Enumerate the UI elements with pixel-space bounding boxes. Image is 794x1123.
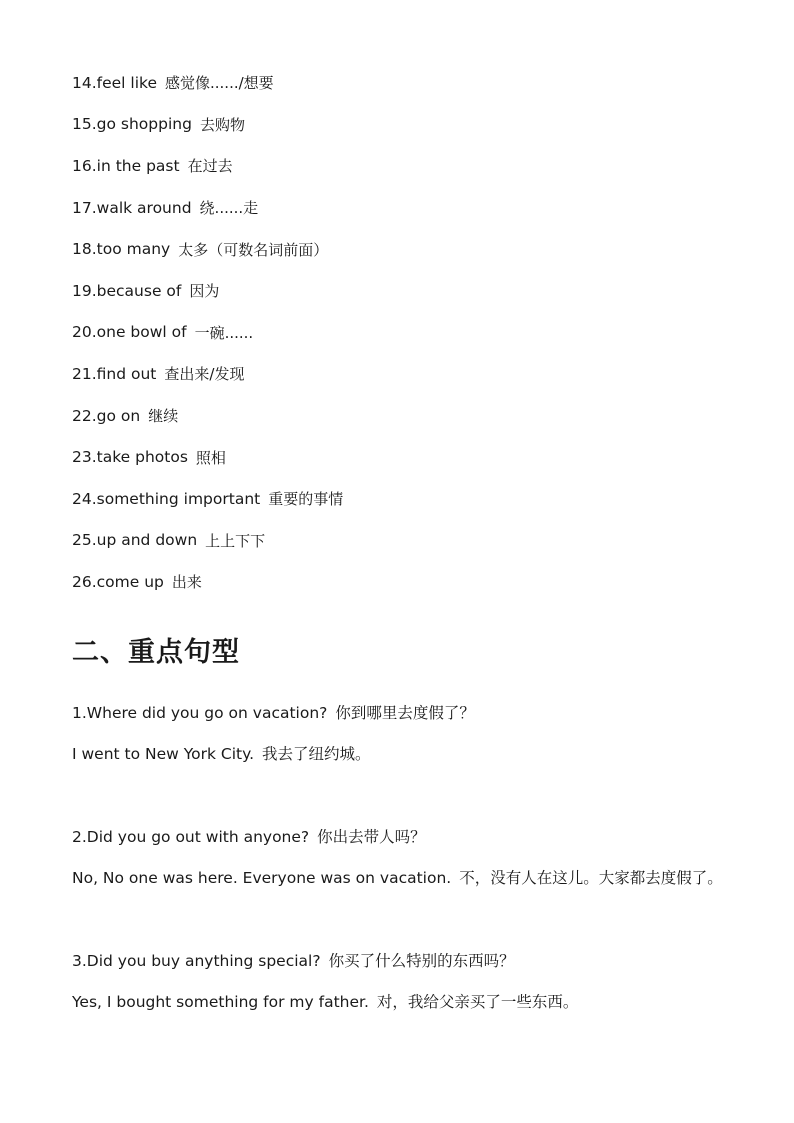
phrase-chinese: 感觉像....../想要 — [165, 74, 274, 93]
phrase-english: 17.walk around — [72, 198, 192, 217]
phrase-item — [72, 561, 732, 603]
phrase-item — [72, 104, 732, 146]
question-chinese: 你买了什么特别的东西吗？ — [328, 951, 515, 970]
phrase-item — [72, 395, 732, 437]
phrase-item — [72, 270, 732, 312]
sentence-pair — [72, 817, 732, 900]
answer-line — [72, 858, 732, 900]
phrase-item — [72, 62, 732, 104]
question-chinese: 你出去带人吗？ — [317, 827, 426, 846]
phrase-item — [72, 145, 732, 187]
phrase-chinese: 去购物 — [199, 115, 245, 134]
phrase-chinese: 照相 — [195, 448, 226, 467]
phrase-item — [72, 228, 732, 270]
answer-english: Yes, I bought something for my father. — [72, 993, 369, 1012]
phrase-chinese: 出来 — [171, 573, 202, 592]
answer-english: No, No one was here. Everyone was on vacation. — [72, 869, 452, 888]
phrase-english: 16.in the past — [72, 156, 180, 175]
phrase-chinese: 绕......走 — [199, 199, 259, 218]
answer-chinese: 我去了纽约城。 — [262, 745, 371, 764]
sentence-pair — [72, 693, 732, 776]
phrase-chinese: 上上下下 — [205, 531, 266, 550]
document-page — [72, 62, 732, 1065]
question-english: 3.Did you buy anything special? — [72, 951, 321, 970]
phrase-chinese: 一碗...... — [194, 323, 254, 342]
phrase-item — [72, 312, 732, 354]
phrase-chinese: 继续 — [148, 407, 179, 426]
question-line — [72, 693, 732, 735]
phrase-item — [72, 353, 732, 395]
phrase-item — [72, 436, 732, 478]
phrase-chinese: 重要的事情 — [268, 490, 344, 509]
phrase-english: 19.because of — [72, 281, 182, 300]
phrase-english: 18.too many — [72, 240, 171, 259]
phrase-english: 22.go on — [72, 406, 141, 425]
question-chinese: 你到哪里去度假了？ — [335, 703, 475, 722]
sentence-pair — [72, 941, 732, 1024]
phrase-item — [72, 478, 732, 520]
phrase-list — [72, 62, 732, 603]
phrase-chinese: 在过去 — [187, 157, 233, 176]
phrase-english: 21.find out — [72, 364, 157, 383]
question-line — [72, 817, 732, 859]
phrase-english: 20.one bowl of — [72, 323, 187, 342]
answer-line — [72, 734, 732, 776]
phrase-chinese: 因为 — [189, 282, 220, 301]
phrase-english: 14.feel like — [72, 73, 157, 92]
answer-english: I went to New York City. — [72, 745, 255, 764]
answer-line — [72, 982, 732, 1024]
phrase-item — [72, 520, 732, 562]
phrase-chinese: 查出来/发现 — [164, 365, 245, 384]
phrase-english: 24.something important — [72, 489, 261, 508]
phrase-item — [72, 187, 732, 229]
question-line — [72, 941, 732, 983]
section-heading: 二、重点句型 — [72, 636, 240, 668]
phrase-chinese: 太多（可数名词前面） — [178, 240, 329, 259]
question-english: 1.Where did you go on vacation? — [72, 703, 328, 722]
phrase-english: 15.go shopping — [72, 115, 192, 134]
question-english: 2.Did you go out with anyone? — [72, 827, 310, 846]
answer-chinese: 对，我给父亲买了一些东西。 — [376, 993, 579, 1012]
phrase-english: 26.come up — [72, 572, 164, 591]
phrase-english: 23.take photos — [72, 448, 188, 467]
answer-chinese: 不，没有人在这儿。大家都去度假了。 — [459, 869, 723, 888]
phrase-english: 25.up and down — [72, 531, 198, 550]
